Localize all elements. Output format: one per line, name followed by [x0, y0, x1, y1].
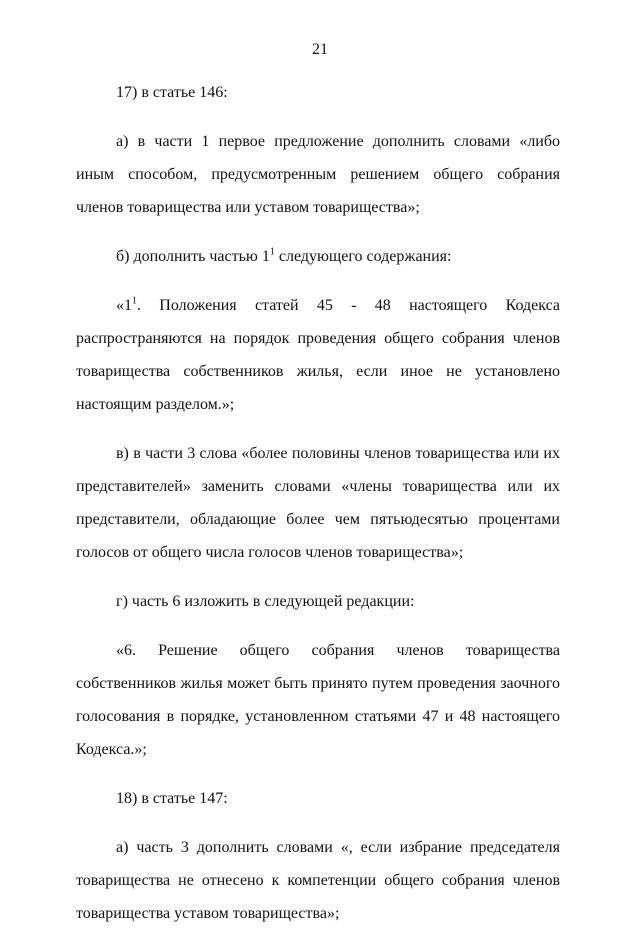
superscript: 1	[132, 295, 137, 307]
paragraph-subitem-g: г) часть 6 изложить в следующей редакции:	[116, 593, 415, 610]
paragraph-quote-6: «6. Решение общего собрания членов товарищества собственников жилья может быть принято путем проведения заочного голосования в порядке, установленном статьями 47 и 48 настоящего Кодекса.»;	[76, 642, 560, 758]
paragraph-quote-1-1	[76, 289, 560, 421]
paragraph-subitem-a-18: а) часть 3 дополнить словами «, если избрание председателя товарищества не отнесено к компетенции общего собрания членов товарищества уставом товарищества»;	[76, 839, 560, 922]
paragraph-text: «1	[116, 297, 132, 314]
superscript: 1	[269, 246, 275, 258]
paragraph-subitem-v: в) в части 3 слова «более половины членов товарищества или их представителей» заменить словами «члены товарищества или их представители, обладающие более чем пятьюдесятью процентами голосов от общего числа голосов членов товарищества»;	[76, 445, 560, 561]
document-body	[76, 76, 560, 930]
page-number: 21	[312, 41, 328, 58]
paragraph-text: . Положения статей 45 - 48 настоящего Кодекса распространяются на порядок проведения общего собрания членов товарищества собственников жилья, если иное не установлено настоящим разделом.»;	[76, 297, 560, 413]
paragraph-text: б) дополнить частью 1	[116, 248, 270, 265]
paragraph-item-18: 18) в статье 147:	[116, 790, 228, 807]
paragraph-item-17: 17) в статье 146:	[116, 84, 228, 101]
paragraph-subitem-a: а) в части 1 первое предложение дополнить словами «либо иным способом, предусмотренным решением общего собрания членов товарищества или уставом товарищества»;	[76, 133, 560, 216]
paragraph-subitem-b	[76, 240, 560, 273]
paragraph-text: следующего содержания:	[274, 248, 452, 265]
